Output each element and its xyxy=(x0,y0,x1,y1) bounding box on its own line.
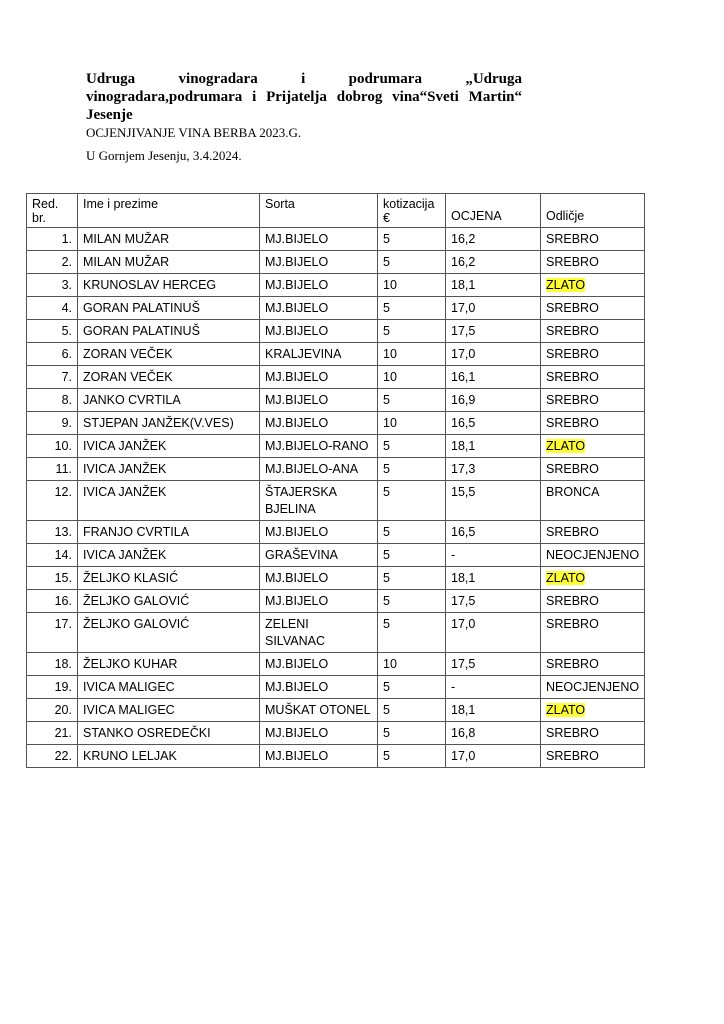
row-number: 20. xyxy=(54,703,72,717)
entry-fee-cell xyxy=(378,745,446,768)
score: 16,2 xyxy=(451,232,476,246)
col-header-medal: Odličje xyxy=(541,194,645,228)
results-table xyxy=(26,193,645,768)
table-body xyxy=(27,228,645,768)
col-header-no: Red. br. xyxy=(27,194,78,228)
score: 16,8 xyxy=(451,726,476,740)
medal-cell xyxy=(541,366,645,389)
row-number-cell xyxy=(27,567,78,590)
score: 17,0 xyxy=(451,347,476,361)
medal-cell xyxy=(541,676,645,699)
wine-variety-cell xyxy=(260,544,378,567)
row-number: 21. xyxy=(54,726,72,740)
wine-variety-cell xyxy=(260,676,378,699)
score-cell xyxy=(446,297,541,320)
wine-variety: MJ.BIJELO xyxy=(265,301,329,315)
wine-variety: MJ.BIJELO xyxy=(265,232,329,246)
score: 16,1 xyxy=(451,370,476,384)
table-row xyxy=(27,544,645,567)
table-row xyxy=(27,676,645,699)
wine-variety-cell xyxy=(260,274,378,297)
participant-name: IVICA JANŽEK xyxy=(83,462,167,476)
medal-cell xyxy=(541,251,645,274)
row-number: 13. xyxy=(54,525,72,539)
score-cell xyxy=(446,481,541,521)
medal-cell xyxy=(541,481,645,521)
entry-fee: 10 xyxy=(383,347,397,361)
row-number: 17. xyxy=(54,617,72,631)
entry-fee-cell xyxy=(378,653,446,676)
entry-fee-cell xyxy=(378,228,446,251)
participant-name-cell xyxy=(78,590,260,613)
entry-fee: 5 xyxy=(383,439,390,453)
medal-cell xyxy=(541,590,645,613)
row-number-cell xyxy=(27,590,78,613)
table-header-row xyxy=(27,194,645,228)
table-row xyxy=(27,320,645,343)
row-number: 3. xyxy=(61,278,72,292)
medal: ZLATO xyxy=(546,571,586,585)
table-row xyxy=(27,389,645,412)
wine-variety: MJ.BIJELO-ANA xyxy=(265,462,359,476)
score: 16,9 xyxy=(451,393,476,407)
entry-fee-cell xyxy=(378,435,446,458)
row-number-cell xyxy=(27,521,78,544)
participant-name-cell xyxy=(78,481,260,521)
score-cell xyxy=(446,722,541,745)
row-number: 22. xyxy=(54,749,72,763)
col-header-fee: kotizacija € xyxy=(378,194,446,228)
participant-name: GORAN PALATINUŠ xyxy=(83,324,200,338)
row-number: 19. xyxy=(54,680,72,694)
participant-name-cell xyxy=(78,676,260,699)
row-number-cell xyxy=(27,653,78,676)
score-cell xyxy=(446,653,541,676)
participant-name-cell xyxy=(78,544,260,567)
medal-cell xyxy=(541,297,645,320)
medal: SREBRO xyxy=(546,416,599,430)
table-row xyxy=(27,412,645,435)
score: 17,3 xyxy=(451,462,476,476)
wine-variety: MJ.BIJELO xyxy=(265,749,329,763)
score: 18,1 xyxy=(451,571,476,585)
medal: SREBRO xyxy=(546,749,599,763)
entry-fee-cell xyxy=(378,544,446,567)
score-cell xyxy=(446,699,541,722)
medal: SREBRO xyxy=(546,232,599,246)
row-number: 10. xyxy=(54,439,72,453)
medal: SREBRO xyxy=(546,525,599,539)
wine-variety: ŠTAJERSKA BJELINA xyxy=(265,485,337,516)
participant-name-cell xyxy=(78,274,260,297)
entry-fee-cell xyxy=(378,412,446,435)
entry-fee-cell xyxy=(378,274,446,297)
participant-name: MILAN MUŽAR xyxy=(83,255,170,269)
participant-name-cell xyxy=(78,297,260,320)
score: 16,5 xyxy=(451,525,476,539)
row-number: 12. xyxy=(54,485,72,499)
row-number-cell xyxy=(27,274,78,297)
row-number: 4. xyxy=(61,301,72,315)
table-row xyxy=(27,481,645,521)
medal-cell xyxy=(541,343,645,366)
score: - xyxy=(451,680,456,694)
participant-name-cell xyxy=(78,699,260,722)
medal-cell xyxy=(541,613,645,653)
entry-fee: 5 xyxy=(383,749,390,763)
wine-variety: MJ.BIJELO xyxy=(265,525,329,539)
row-number-cell xyxy=(27,458,78,481)
participant-name: IVICA MALIGEC xyxy=(83,680,175,694)
entry-fee: 5 xyxy=(383,255,390,269)
medal: SREBRO xyxy=(546,462,599,476)
participant-name-cell xyxy=(78,412,260,435)
wine-variety: MUŠKAT OTONEL xyxy=(265,703,371,717)
table-row xyxy=(27,590,645,613)
participant-name: IVICA JANŽEK xyxy=(83,548,167,562)
participant-name: IVICA MALIGEC xyxy=(83,703,175,717)
wine-variety: MJ.BIJELO xyxy=(265,255,329,269)
score: 17,0 xyxy=(451,301,476,315)
wine-variety-cell xyxy=(260,412,378,435)
row-number: 5. xyxy=(61,324,72,338)
row-number-cell xyxy=(27,722,78,745)
wine-variety-cell xyxy=(260,343,378,366)
entry-fee-cell xyxy=(378,521,446,544)
table-row xyxy=(27,699,645,722)
row-number-cell xyxy=(27,676,78,699)
entry-fee-cell xyxy=(378,613,446,653)
row-number: 2. xyxy=(61,255,72,269)
participant-name-cell xyxy=(78,251,260,274)
row-number: 11. xyxy=(55,462,72,476)
medal: SREBRO xyxy=(546,324,599,338)
entry-fee: 5 xyxy=(383,571,390,585)
wine-variety-cell xyxy=(260,435,378,458)
medal-cell xyxy=(541,699,645,722)
participant-name: GORAN PALATINUŠ xyxy=(83,301,200,315)
medal: SREBRO xyxy=(546,657,599,671)
row-number-cell xyxy=(27,481,78,521)
row-number-cell xyxy=(27,613,78,653)
entry-fee: 10 xyxy=(383,370,397,384)
score: 18,1 xyxy=(451,439,476,453)
medal: SREBRO xyxy=(546,347,599,361)
wine-variety-cell xyxy=(260,458,378,481)
medal: SREBRO xyxy=(546,301,599,315)
score-cell xyxy=(446,274,541,297)
medal: SREBRO xyxy=(546,726,599,740)
participant-name-cell xyxy=(78,745,260,768)
row-number: 18. xyxy=(54,657,72,671)
score: 17,5 xyxy=(451,324,476,338)
wine-variety-cell xyxy=(260,521,378,544)
wine-variety-cell xyxy=(260,297,378,320)
wine-variety: MJ.BIJELO xyxy=(265,370,329,384)
score-cell xyxy=(446,389,541,412)
participant-name-cell xyxy=(78,458,260,481)
participant-name: FRANJO CVRTILA xyxy=(83,525,190,539)
score: 17,0 xyxy=(451,749,476,763)
table-row xyxy=(27,567,645,590)
entry-fee: 5 xyxy=(383,301,390,315)
wine-variety-cell xyxy=(260,481,378,521)
row-number: 7. xyxy=(61,370,72,384)
medal-cell xyxy=(541,435,645,458)
participant-name-cell xyxy=(78,521,260,544)
entry-fee-cell xyxy=(378,389,446,412)
row-number-cell xyxy=(27,699,78,722)
score-cell xyxy=(446,343,541,366)
wine-variety: MJ.BIJELO-RANO xyxy=(265,439,369,453)
entry-fee-cell xyxy=(378,722,446,745)
medal: ZLATO xyxy=(546,439,586,453)
wine-variety: MJ.BIJELO xyxy=(265,571,329,585)
table-row xyxy=(27,458,645,481)
row-number: 1. xyxy=(61,232,72,246)
wine-variety: MJ.BIJELO xyxy=(265,393,329,407)
participant-name-cell xyxy=(78,613,260,653)
evaluation-subtitle: OCJENJIVANJE VINA BERBA 2023.G. xyxy=(86,125,302,140)
wine-variety-cell xyxy=(260,699,378,722)
medal-cell xyxy=(541,653,645,676)
wine-variety-cell xyxy=(260,320,378,343)
score: 17,5 xyxy=(451,594,476,608)
medal-cell xyxy=(541,412,645,435)
score-cell xyxy=(446,320,541,343)
participant-name: ŽELJKO KLASIĆ xyxy=(83,571,179,585)
medal-cell xyxy=(541,274,645,297)
wine-variety-cell xyxy=(260,389,378,412)
entry-fee: 5 xyxy=(383,726,390,740)
table-row xyxy=(27,251,645,274)
wine-variety: MJ.BIJELO xyxy=(265,278,329,292)
entry-fee: 5 xyxy=(383,232,390,246)
row-number-cell xyxy=(27,320,78,343)
medal-cell xyxy=(541,228,645,251)
participant-name: IVICA JANŽEK xyxy=(83,485,167,499)
entry-fee-cell xyxy=(378,676,446,699)
table-row xyxy=(27,343,645,366)
score-cell xyxy=(446,590,541,613)
score: 16,5 xyxy=(451,416,476,430)
participant-name-cell xyxy=(78,320,260,343)
table-row xyxy=(27,613,645,653)
participant-name: MILAN MUŽAR xyxy=(83,232,170,246)
participant-name-cell xyxy=(78,389,260,412)
wine-variety-cell xyxy=(260,251,378,274)
participant-name: ŽELJKO KUHAR xyxy=(83,657,178,671)
score-cell xyxy=(446,412,541,435)
medal: ZLATO xyxy=(546,278,586,292)
medal-cell xyxy=(541,320,645,343)
medal: SREBRO xyxy=(546,617,599,631)
medal-cell xyxy=(541,521,645,544)
wine-variety: KRALJEVINA xyxy=(265,347,342,361)
wine-variety-cell xyxy=(260,228,378,251)
score: 18,1 xyxy=(451,703,476,717)
wine-variety: ZELENI SILVANAC xyxy=(265,617,325,648)
table-row xyxy=(27,297,645,320)
wine-variety: MJ.BIJELO xyxy=(265,657,329,671)
entry-fee: 5 xyxy=(383,548,390,562)
participant-name: ŽELJKO GALOVIĆ xyxy=(83,617,190,631)
wine-variety: MJ.BIJELO xyxy=(265,726,329,740)
participant-name-cell xyxy=(78,366,260,389)
table-row xyxy=(27,745,645,768)
entry-fee: 5 xyxy=(383,393,390,407)
score-cell xyxy=(446,458,541,481)
row-number-cell xyxy=(27,343,78,366)
entry-fee-cell xyxy=(378,251,446,274)
medal: ZLATO xyxy=(546,703,586,717)
wine-variety-cell xyxy=(260,567,378,590)
score: - xyxy=(451,548,456,562)
wine-variety-cell xyxy=(260,653,378,676)
entry-fee-cell xyxy=(378,297,446,320)
score-cell xyxy=(446,567,541,590)
row-number-cell xyxy=(27,412,78,435)
medal: NEOCJENJENO xyxy=(546,680,640,694)
medal-cell xyxy=(541,722,645,745)
entry-fee: 5 xyxy=(383,617,390,631)
entry-fee: 10 xyxy=(383,278,397,292)
row-number-cell xyxy=(27,251,78,274)
medal: SREBRO xyxy=(546,370,599,384)
col-header-variety: Sorta xyxy=(260,194,378,228)
wine-variety-cell xyxy=(260,745,378,768)
entry-fee: 5 xyxy=(383,680,390,694)
entry-fee-cell xyxy=(378,699,446,722)
score-cell xyxy=(446,521,541,544)
row-number-cell xyxy=(27,435,78,458)
document-header xyxy=(86,70,522,164)
medal: BRONCA xyxy=(546,485,600,499)
score: 18,1 xyxy=(451,278,476,292)
row-number-cell xyxy=(27,745,78,768)
medal: NEOCJENJENO xyxy=(546,548,640,562)
score-cell xyxy=(446,544,541,567)
participant-name-cell xyxy=(78,567,260,590)
participant-name-cell xyxy=(78,653,260,676)
table-row xyxy=(27,435,645,458)
medal: SREBRO xyxy=(546,255,599,269)
entry-fee-cell xyxy=(378,590,446,613)
medal-cell xyxy=(541,745,645,768)
row-number: 8. xyxy=(61,393,72,407)
wine-variety-cell xyxy=(260,590,378,613)
participant-name: STJEPAN JANŽEK(V.VES) xyxy=(83,416,234,430)
participant-name: STANKO OSREDEČKI xyxy=(83,726,211,740)
score: 15,5 xyxy=(451,485,476,499)
participant-name: ŽELJKO GALOVIĆ xyxy=(83,594,190,608)
association-title: Udruga vinogradara i podrumara „Udruga vinogradara,podrumara i Prijatelja dobrog vina“Sveti Martin“ Jesenje xyxy=(86,71,522,123)
entry-fee: 5 xyxy=(383,485,390,499)
entry-fee-cell xyxy=(378,366,446,389)
wine-variety: MJ.BIJELO xyxy=(265,680,329,694)
row-number: 14. xyxy=(54,548,72,562)
medal-cell xyxy=(541,544,645,567)
entry-fee-cell xyxy=(378,567,446,590)
medal: SREBRO xyxy=(546,393,599,407)
score-cell xyxy=(446,435,541,458)
participant-name-cell xyxy=(78,722,260,745)
row-number: 6. xyxy=(61,347,72,361)
score-cell xyxy=(446,366,541,389)
entry-fee-cell xyxy=(378,320,446,343)
place-date: U Gornjem Jesenju, 3.4.2024. xyxy=(86,148,242,163)
score: 17,0 xyxy=(451,617,476,631)
row-number-cell xyxy=(27,297,78,320)
participant-name-cell xyxy=(78,228,260,251)
wine-variety: MJ.BIJELO xyxy=(265,324,329,338)
entry-fee: 5 xyxy=(383,594,390,608)
entry-fee-cell xyxy=(378,458,446,481)
entry-fee: 10 xyxy=(383,416,397,430)
table-row xyxy=(27,228,645,251)
row-number-cell xyxy=(27,366,78,389)
table-row xyxy=(27,274,645,297)
entry-fee: 5 xyxy=(383,525,390,539)
score: 16,2 xyxy=(451,255,476,269)
row-number: 9. xyxy=(61,416,72,430)
participant-name: KRUNO LELJAK xyxy=(83,749,177,763)
participant-name: JANKO CVRTILA xyxy=(83,393,181,407)
medal-cell xyxy=(541,458,645,481)
wine-variety-cell xyxy=(260,366,378,389)
entry-fee-cell xyxy=(378,343,446,366)
score-cell xyxy=(446,228,541,251)
table-row xyxy=(27,521,645,544)
row-number: 16. xyxy=(54,594,72,608)
col-header-name: Ime i prezime xyxy=(78,194,260,228)
participant-name: ZORAN VEČEK xyxy=(83,347,173,361)
row-number: 15. xyxy=(54,571,72,585)
table-row xyxy=(27,366,645,389)
score-cell xyxy=(446,676,541,699)
participant-name: KRUNOSLAV HERCEG xyxy=(83,278,217,292)
score-cell xyxy=(446,745,541,768)
entry-fee: 5 xyxy=(383,462,390,476)
col-header-score: OCJENA xyxy=(446,194,541,228)
medal: SREBRO xyxy=(546,594,599,608)
table-row xyxy=(27,653,645,676)
row-number-cell xyxy=(27,228,78,251)
medal-cell xyxy=(541,389,645,412)
entry-fee: 10 xyxy=(383,657,397,671)
row-number-cell xyxy=(27,544,78,567)
participant-name-cell xyxy=(78,343,260,366)
score-cell xyxy=(446,613,541,653)
participant-name-cell xyxy=(78,435,260,458)
row-number-cell xyxy=(27,389,78,412)
wine-variety: MJ.BIJELO xyxy=(265,416,329,430)
participant-name: IVICA JANŽEK xyxy=(83,439,167,453)
score: 17,5 xyxy=(451,657,476,671)
entry-fee: 5 xyxy=(383,703,390,717)
wine-variety-cell xyxy=(260,613,378,653)
participant-name: ZORAN VEČEK xyxy=(83,370,173,384)
medal-cell xyxy=(541,567,645,590)
table-row xyxy=(27,722,645,745)
wine-variety: GRAŠEVINA xyxy=(265,548,338,562)
score-cell xyxy=(446,251,541,274)
wine-variety: MJ.BIJELO xyxy=(265,594,329,608)
entry-fee: 5 xyxy=(383,324,390,338)
entry-fee-cell xyxy=(378,481,446,521)
wine-variety-cell xyxy=(260,722,378,745)
